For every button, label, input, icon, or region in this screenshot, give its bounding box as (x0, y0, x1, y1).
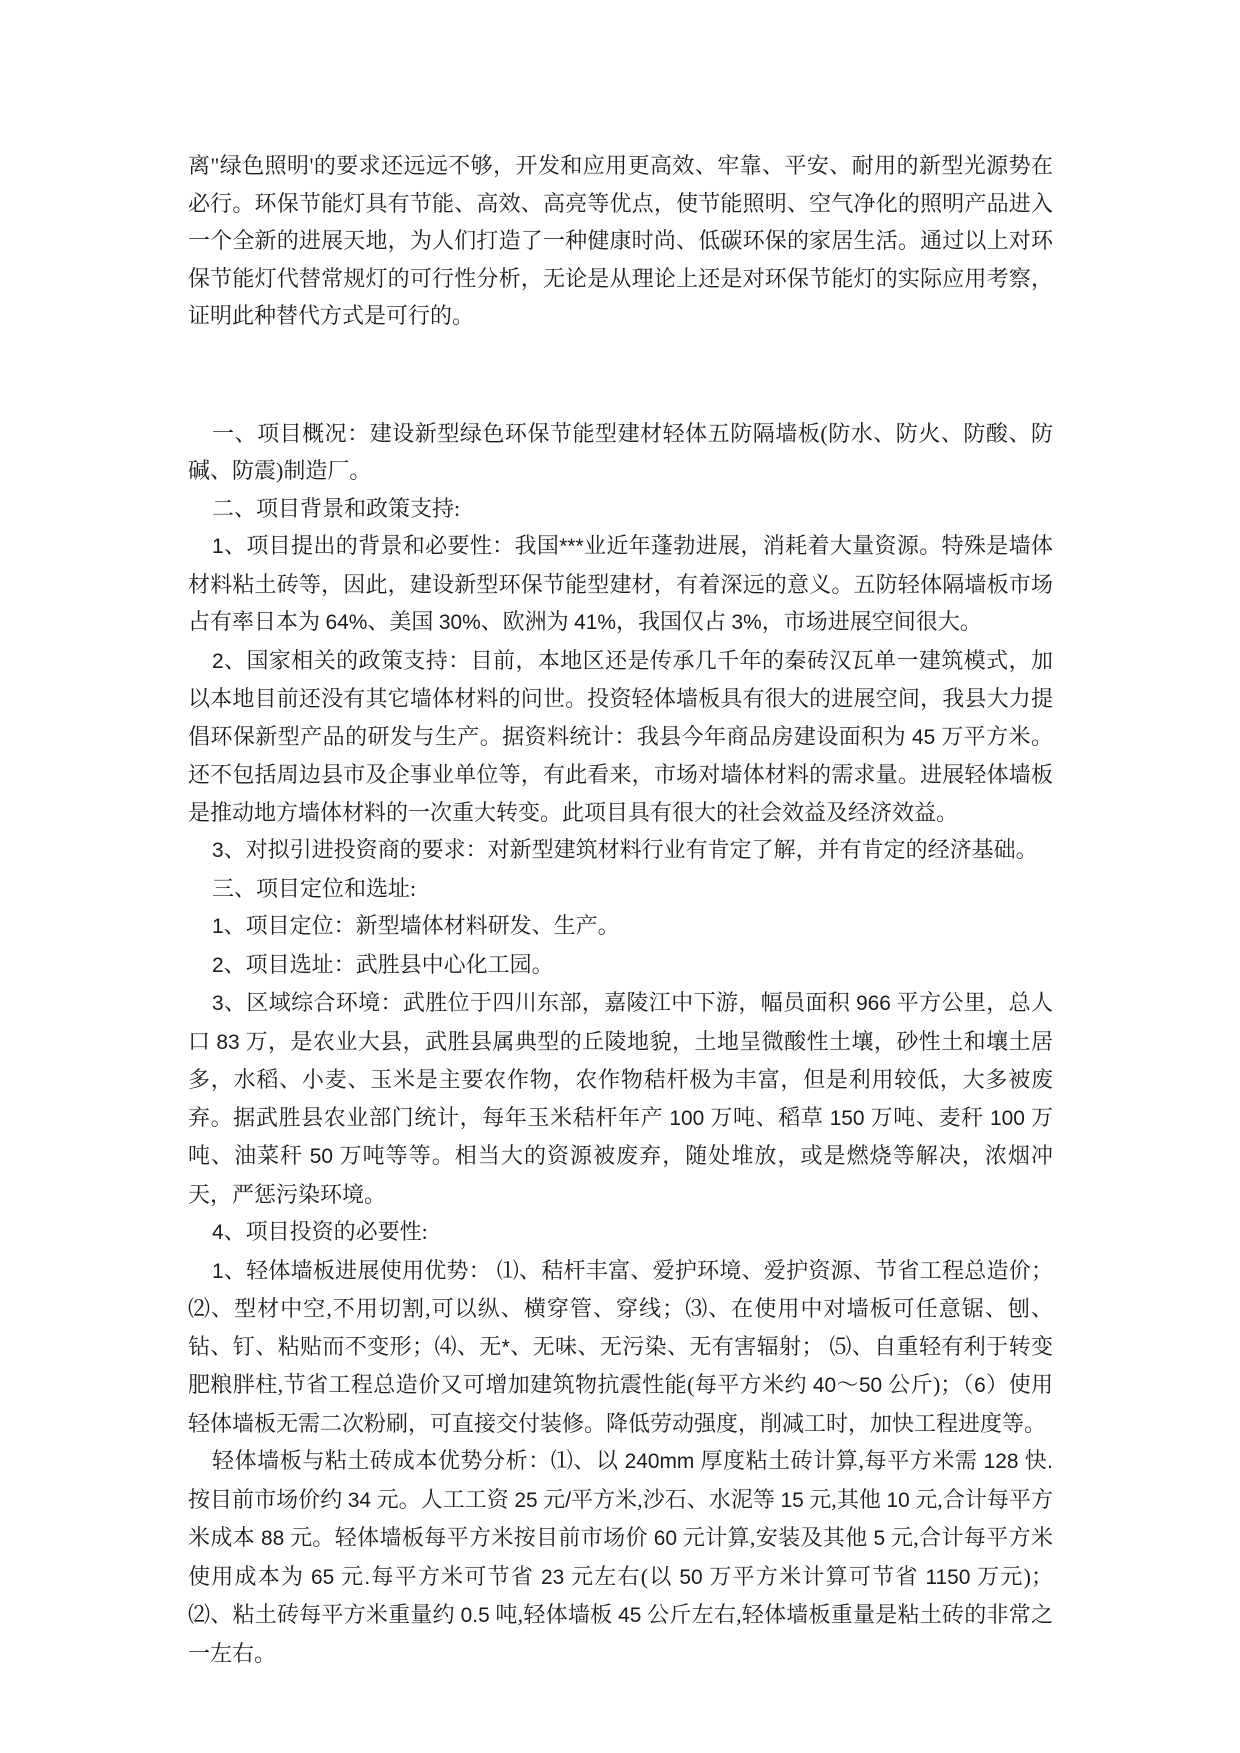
paragraph-item-2-1-background: 1、项目提出的背景和必要性：我国***业近年蓬勃进展，消耗着大量资源。特殊是墙体材料粘土砖等，因此，建设新型环保节能型建材，有着深远的意义。五防轻体隔墙板市场占有率日本为 64%、美国 30%、欧洲为 41%，我国仅占 3%，市场进展空间很大。 (188, 533, 1053, 634)
paragraph-gap (188, 335, 1053, 415)
paragraph-item-2-3-investor-requirement: 3、对拟引进投资商的要求：对新型建筑材料行业有肯定了解，并有肯定的经济基础。 (212, 837, 1038, 862)
paragraph-section-2-heading: 二、项目背景和政策支持: (212, 495, 461, 521)
paragraph-item-3-2-site: 2、项目选址：武胜县中心化工园。 (212, 951, 554, 977)
paragraph-section-1-overview: 一、项目概况：建设新型绿色环保节能型建材轻体五防隔墙板(防水、防火、防酸、防碱、防震)制造厂。 (188, 420, 1053, 483)
paragraph-item-advantages: 1、轻体墙板进展使用优势： ⑴、秸杆丰富、爱护环境、爱护资源、节省工程总造价；⑵、型材中空,不用切割,可以纵、横穿管、穿线；⑶、在使用中对墙板可任意锯、刨、钻、钉、粘贴而不变形；⑷、无*、无味、无污染、无有害辐射； ⑸、自重轻有利于转变肥粮胖柱,节省工程总造价又可增加建筑物抗震性能(每平方米约 40～50 公斤)；（6）使用轻体墙板无需二次粉刷，可直接交付装修。降低劳动强度，削减工时，加快工程进度等。 (188, 1257, 1053, 1436)
paragraph-item-cost-analysis: 轻体墙板与粘土砖成本优势分析：⑴、以 240mm 厚度粘土砖计算,每平方米需 128 快.按目前市场价约 34 元。人工工资 25 元/平方米,沙石、水泥等 15 元,其他 10 元,合计每平方米成本 88 元。轻体墙板每平方米按目前市场价 60 元计算,安装及其他 5 元,合计每平方米使用成本为 65 元.每平方米可节省 23 元左右(以 50 万平方米计算可节省 1150 万元)； ⑵、粘土砖每平方米重量约 0.5 吨,轻体墙板 45 公斤左右,轻体墙板重量是粘土砖的非常之一左右。 (188, 1448, 1053, 1666)
paragraph-item-3-3-regional-environment: 3、区域综合环境：武胜位于四川东部，嘉陵江中下游，幅员面积 966 平方公里，总人口 83 万，是农业大县，武胜县属典型的丘陵地貌，土地呈微酸性土壤，砂性土和壤土居多，水稻、小麦、玉米是主要农作物，农作物秸杆极为丰富，但是利用较低，大多被废弃。据武胜县农业部门统计，每年玉米秸杆年产 100 万吨、稻草 150 万吨、麦秆 100 万吨、油菜秆 50 万吨等等。相当大的资源被废弃，随处堆放，或是燃烧等解决，浓烟冲天，严惩污染环境。 (188, 990, 1053, 1207)
paragraph-section-3-heading: 三、项目定位和选址: (212, 875, 417, 901)
paragraph-intro-conclusion: 离"绿色照明'的要求还远远不够，开发和应用更高效、牢靠、平安、耐用的新型光源势在必行。环保节能灯具有节能、高效、高亮等优点，使节能照明、空气净化的照明产品进入一个全新的进展天地，为人们打造了一种健康时尚、低碳环保的家居生活。通过以上对环保节能灯代替常规灯的可行性分析，无论是从理论上还是对环保节能灯的实际应用考察，证明此种替代方式是可行的。 (188, 153, 1053, 328)
paragraph-item-3-1-positioning: 1、项目定位：新型墙体材料研发、生产。 (212, 913, 620, 938)
paragraph-item-3-4-necessity-heading: 4、项目投资的必要性: (212, 1219, 428, 1244)
paragraph-item-2-2-policy: 2、国家相关的政策支持：目前，本地区还是传承几千年的秦砖汉瓦单一建筑模式，加以本地目前还没有其它墙体材料的问世。投资轻体墙板具有很大的进展空间，我县大力提倡环保新型产品的研发与生产。据资料统计：我县今年商品房建设面积为 45 万平方米。还不包括周边县市及企事业单位等，有此看来，市场对墙体材料的需求量。进展轻体墙板是推动地方墙体材料的一次重大转变。此项目具有很大的社会效益及经济效益。 (188, 647, 1053, 825)
